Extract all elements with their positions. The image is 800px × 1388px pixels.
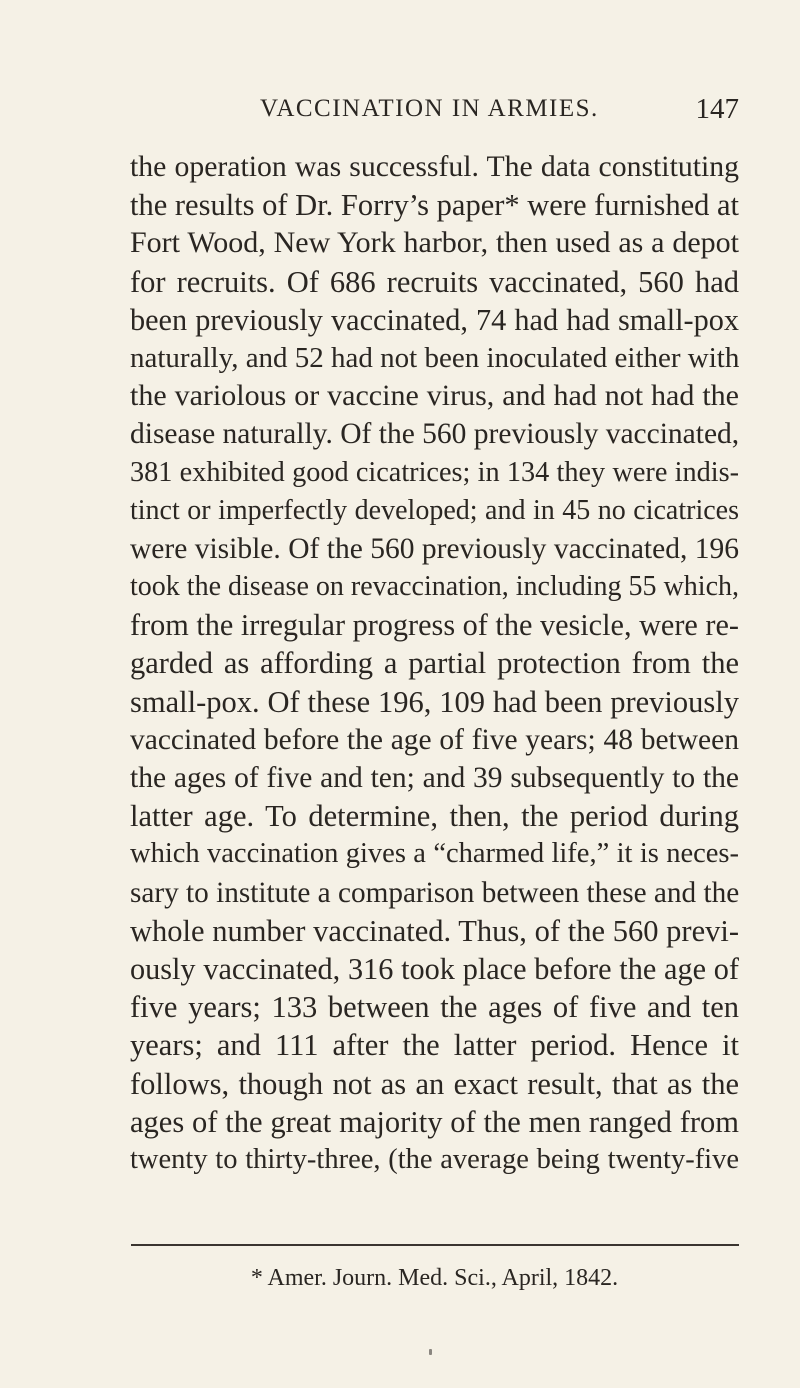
text-line: naturally, and 52 had not been inoculated either with bbox=[130, 341, 740, 374]
text-line: vaccinated before the age of five years; 48 between bbox=[130, 723, 739, 756]
text-line: disease naturally. Of the 560 previously vaccinated, bbox=[130, 418, 740, 451]
body-paragraph bbox=[130, 148, 739, 1179]
text-line: ages of the great majority of the men ranged from bbox=[130, 1104, 739, 1139]
page-number: 147 bbox=[695, 93, 739, 125]
text-line: sary to institute a comparison between these and the bbox=[130, 876, 740, 909]
text-line: five years; 133 between the ages of five and ten bbox=[130, 990, 739, 1025]
text-line: the operation was successful. The data constituting bbox=[130, 150, 739, 183]
text-line: ously vaccinated, 316 took place before the age of bbox=[130, 951, 739, 986]
text-line: years; and 111 after the latter period. Hence it bbox=[130, 1028, 739, 1063]
text-line: the ages of five and ten; and 39 subsequently to the bbox=[130, 762, 739, 794]
text-line: follows, though not as an exact result, that as the bbox=[130, 1066, 739, 1101]
text-line: tinct or imperfectly developed; and in 45 no cicatrices bbox=[130, 494, 739, 526]
text-line: were visible. Of the 560 previously vaccinated, 196 bbox=[130, 532, 739, 565]
text-line: latter age. To determine, then, the period during bbox=[130, 799, 739, 834]
text-line: for recruits. Of 686 recruits vaccinated, 560 had bbox=[130, 264, 739, 299]
text-line: 381 exhibited good cicatrices; in 134 they were indis- bbox=[130, 456, 739, 488]
print-speck bbox=[429, 1349, 432, 1355]
footnote-divider bbox=[131, 1244, 739, 1246]
text-line: which vaccination gives a “charmed life,” it is neces- bbox=[130, 838, 739, 870]
text-line: Fort Wood, New York harbor, then used as a depot bbox=[130, 226, 739, 260]
text-line: garded as affording a partial protection from the bbox=[130, 646, 739, 681]
text-line: been previously vaccinated, 74 had had small-pox bbox=[130, 302, 739, 337]
text-line: from the irregular progress of the vesicle, were re- bbox=[130, 608, 739, 643]
text-line: twenty to thirty-three, (the average being twenty-five bbox=[130, 1143, 739, 1175]
footnote: * Amer. Journ. Med. Sci., April, 1842. bbox=[250, 1265, 619, 1291]
running-title: VACCINATION IN ARMIES. bbox=[260, 95, 599, 122]
text-line: took the disease on revaccination, including 55 which, bbox=[130, 571, 739, 603]
text-line: the variolous or vaccine virus, and had not had the bbox=[130, 379, 739, 413]
text-line: small-pox. Of these 196, 109 had been previously bbox=[130, 684, 739, 719]
text-line: the results of Dr. Forry’s paper* were furnished at bbox=[130, 188, 739, 223]
running-head bbox=[130, 92, 739, 126]
text-line: whole number vaccinated. Thus, of the 560 previ- bbox=[130, 913, 739, 948]
